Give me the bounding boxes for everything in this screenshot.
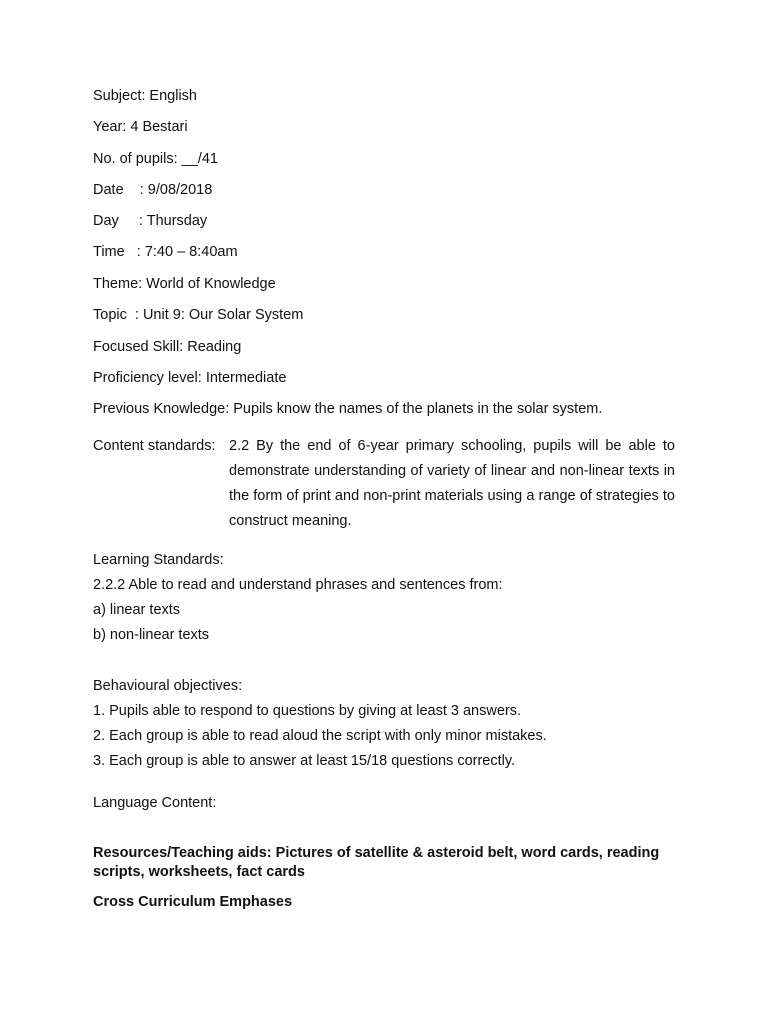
behavioural-objective-item: 2. Each group is able to read aloud the script with only minor mistakes.: [93, 728, 547, 744]
date-line: Date : 9/08/2018: [93, 182, 213, 198]
focused-skill-line: Focused Skill: Reading: [93, 339, 242, 355]
behavioural-objective-item: 1. Pupils able to respond to questions by giving at least 3 answers.: [93, 703, 522, 719]
behavioural-objective-item: 3. Each group is able to answer at least 15/18 questions correctly.: [93, 753, 516, 769]
learning-standard-item: b) non-linear texts: [93, 627, 210, 643]
content-standards-label: Content standards:: [93, 438, 216, 454]
theme-line: Theme: World of Knowledge: [93, 276, 276, 292]
day-line: Day : Thursday: [93, 213, 208, 229]
cross-curriculum-heading: Cross Curriculum Emphases: [93, 894, 293, 910]
previous-knowledge-line: Previous Knowledge: Pupils know the names of the planets in the solar system.: [93, 401, 603, 417]
lesson-plan-page: [93, 0, 678, 1024]
content-standards-text: 2.2 By the end of 6-year primary schooling, pupils will be able to demonstrate understanding of variety of linear and non-linear texts in the form of print and non-print materials using a range of strategies to construct meaning.: [229, 437, 675, 529]
proficiency-line: Proficiency level: Intermediate: [93, 370, 287, 386]
subject-line: Subject: English: [93, 88, 197, 104]
language-content-heading: Language Content:: [93, 795, 217, 811]
learning-standards-heading: Learning Standards:: [93, 552, 224, 568]
topic-line: Topic : Unit 9: Our Solar System: [93, 307, 304, 323]
time-line: Time : 7:40 – 8:40am: [93, 244, 238, 260]
resources-heading: Resources/Teaching aids: Pictures of satellite & asteroid belt, word cards, reading scripts, worksheets, fact cards: [93, 845, 660, 880]
learning-standard-item: a) linear texts: [93, 602, 181, 618]
year-line: Year: 4 Bestari: [93, 119, 188, 135]
behavioural-objectives-heading: Behavioural objectives:: [93, 678, 243, 694]
learning-standard-text: 2.2.2 Able to read and understand phrases and sentences from:: [93, 577, 503, 593]
pupils-line: No. of pupils: __/41: [93, 151, 218, 167]
